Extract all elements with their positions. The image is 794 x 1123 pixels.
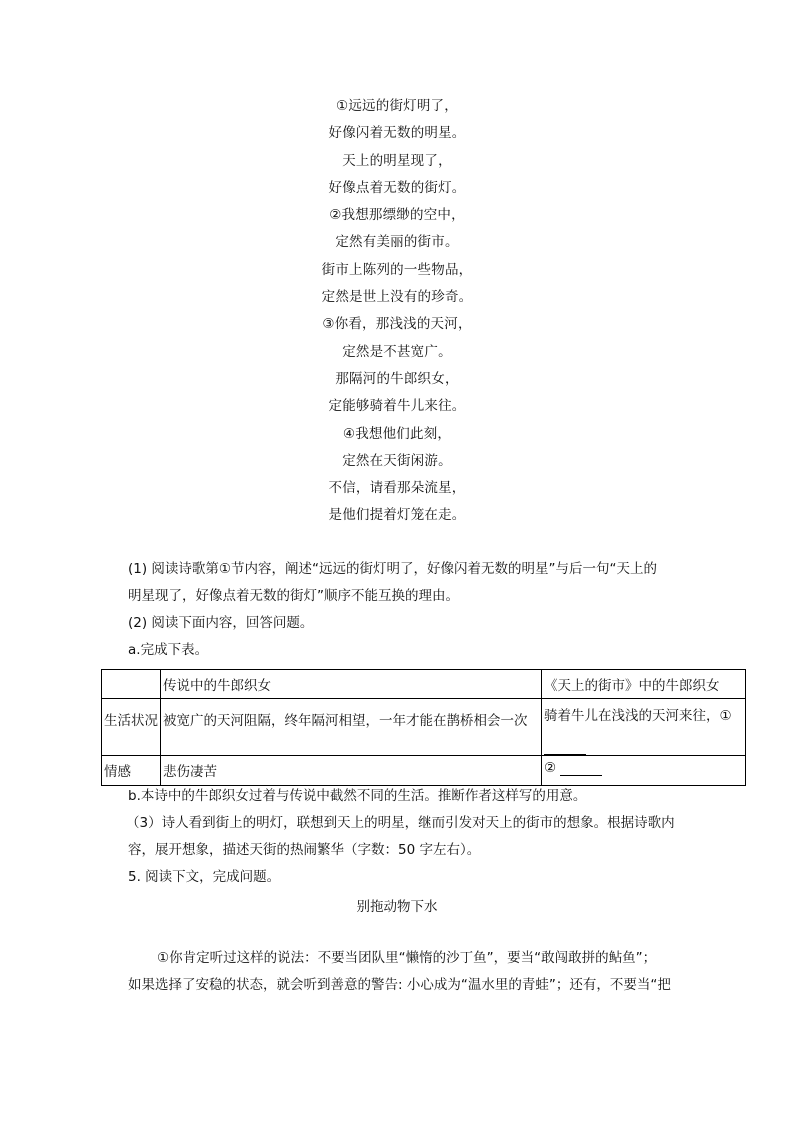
question-3-line-1: （3）诗人看到街上的明灯，联想到天上的明星，继而引发对天上的街市的想象。根据诗歌内 — [126, 815, 675, 831]
question-5: 5. 阅读下文，完成问题。 — [128, 869, 281, 885]
question-3-line-2: 容，展开想象，描述天街的热闹繁华（字数：50 字左右）。 — [128, 842, 481, 858]
table-header-legend: 传说中的牛郎织女 — [161, 670, 542, 699]
table-header-row — [102, 670, 746, 699]
comparison-table — [101, 669, 746, 786]
article-paragraph-line: 如果选择了安稳的状态，就会听到善意的警告: 小心成为“温水里的青蛙”；还有，不要当“把 — [128, 977, 671, 993]
poem-line: 不信，请看那朵流星， — [328, 480, 466, 497]
table-header-poem: 《天上的街市》中的牛郎织女 — [542, 670, 746, 699]
cell-legend-emotion: 悲伤凄苦 — [161, 756, 542, 786]
poem-line: ②我想那缥缈的空中， — [329, 207, 465, 224]
article-paragraph-line: ①你肯定听过这样的说法：不要当团队里“懒惰的沙丁鱼”，要当“敢闯敢拼的鲇鱼”； — [157, 950, 657, 966]
cell-poem-life — [542, 699, 746, 756]
row-label-emotion: 情感 — [102, 756, 161, 786]
poem-line: 定然有美丽的街市。 — [335, 234, 459, 251]
question-2: (2) 阅读下面内容，回答问题。 — [128, 615, 314, 631]
poem-line: 是他们提着灯笼在走。 — [328, 507, 466, 524]
question-2b: b.本诗中的牛郎织女过着与传说中截然不同的生活。推断作者这样写的用意。 — [128, 788, 587, 804]
answer-blank-1[interactable] — [544, 740, 586, 755]
question-1-line-2: 明星现了，好像点着无数的街灯”顺序不能互换的理由。 — [128, 588, 459, 604]
row-label-life: 生活状况 — [102, 699, 161, 756]
cell-poem-emotion — [542, 756, 746, 786]
table-row — [102, 699, 746, 756]
cell-poem-life-text: 骑着牛儿在浅浅的天河来往，① — [544, 708, 732, 724]
poem-line: 街市上陈列的一些物品， — [321, 261, 473, 278]
poem-line: 好像点着无数的街灯。 — [328, 179, 466, 196]
article-title: 别拖动物下水 — [356, 899, 438, 915]
poem-line: 好像闪着无数的明星。 — [328, 125, 466, 142]
poem-line: 定然是世上没有的珍奇。 — [321, 289, 473, 306]
poem-line: 定然在天街闲游。 — [342, 452, 452, 469]
cell-legend-life: 被宽广的天河阻隔，终年隔河相望，一年才能在鹊桥相会一次 — [161, 699, 542, 756]
poem — [0, 93, 794, 530]
table-header-empty — [102, 670, 161, 699]
poem-line: ④我想他们此刻， — [342, 425, 452, 442]
question-2a: a.完成下表。 — [128, 642, 209, 658]
poem-line: ①远远的街灯明了， — [336, 98, 458, 114]
poem-line: 天上的明星现了， — [342, 152, 452, 169]
poem-line: 定能够骑着牛儿来往。 — [328, 398, 466, 415]
answer-blank-2[interactable] — [560, 761, 602, 776]
question-1-line-1: (1) 阅读诗歌第①节内容，阐述“远远的街灯明了，好像闪着无数的明星”与后一句“天上的 — [128, 561, 657, 577]
table-row — [102, 756, 746, 786]
poem-line: 定然是不甚宽广。 — [342, 343, 452, 360]
cell-poem-emotion-text: ② — [544, 760, 557, 776]
poem-line: 那隔河的牛郎织女， — [335, 370, 459, 387]
poem-line: ③你看，那浅浅的天河， — [322, 316, 472, 333]
